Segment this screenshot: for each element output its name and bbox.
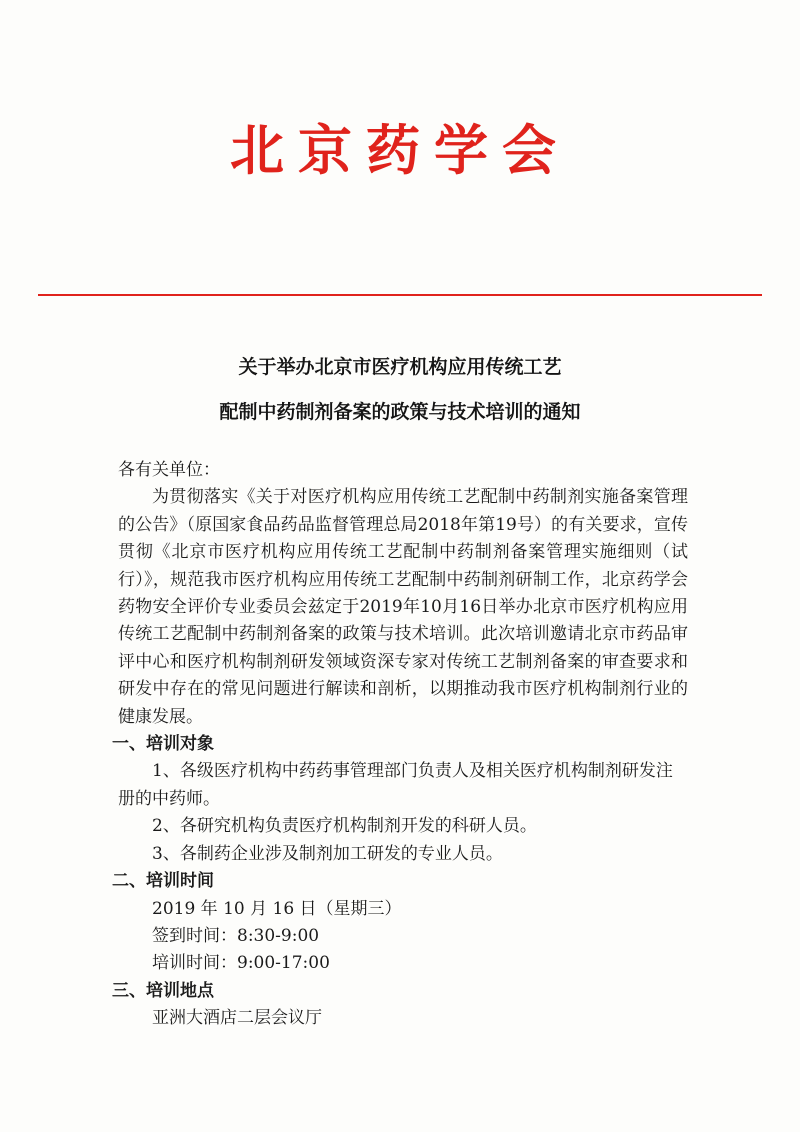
target-item-2: 2、各研究机构负责医疗机构制剂开发的科研人员。	[152, 816, 537, 837]
training-venue: 亚洲大酒店二层会议厅	[152, 1008, 322, 1029]
document-title-line-2: 配制中药制剂备案的政策与技术培训的通知	[219, 401, 581, 423]
letterhead-divider	[38, 294, 762, 296]
section-heading-time: 二、培训时间	[112, 871, 214, 892]
target-item-3: 3、各制药企业涉及制剂加工研发的专业人员。	[152, 843, 503, 864]
training-date: 2019 年 10 月 16 日（星期三）	[152, 898, 402, 919]
letterhead: 北京药学会	[230, 118, 570, 182]
section-heading-venue: 三、培训地点	[112, 980, 214, 1001]
checkin-time: 签到时间：8:30-9:00	[152, 925, 320, 946]
target-item-1: 1、各级医疗机构中药药事管理部门负责人及相关医疗机构制剂研发注册的中药师。	[118, 761, 673, 809]
training-time: 培训时间：9:00-17:00	[152, 953, 330, 974]
document-body	[112, 457, 688, 1033]
section-heading-targets: 一、培训对象	[112, 734, 214, 755]
intro-paragraph: 为贯彻落实《关于对医疗机构应用传统工艺配制中药制剂实施备案管理的公告》（原国家食品药品监督管理总局2018年第19号）的有关要求，宣传贯彻《北京市医疗机构应用传统工艺配制中药制剂备案管理实施细则（试行）》，规范我市医疗机构应用传统工艺配制中药制剂研制工作，北京药学会药物安全评价专业委员会兹定于2019年10月16日举办北京市医疗机构应用传统工艺配制中药制剂备案的政策与技术培训。此次培训邀请北京市药品审评中心和医疗机构制剂研发领域资深专家对传统工艺制剂备案的审查要求和研发中存在的常见问题进行解读和剖析，以期推动我市医疗机构制剂行业的健康发展。	[118, 487, 688, 727]
document-title-line-1: 关于举办北京市医疗机构应用传统工艺	[238, 356, 562, 378]
salutation: 各有关单位：	[118, 460, 220, 480]
